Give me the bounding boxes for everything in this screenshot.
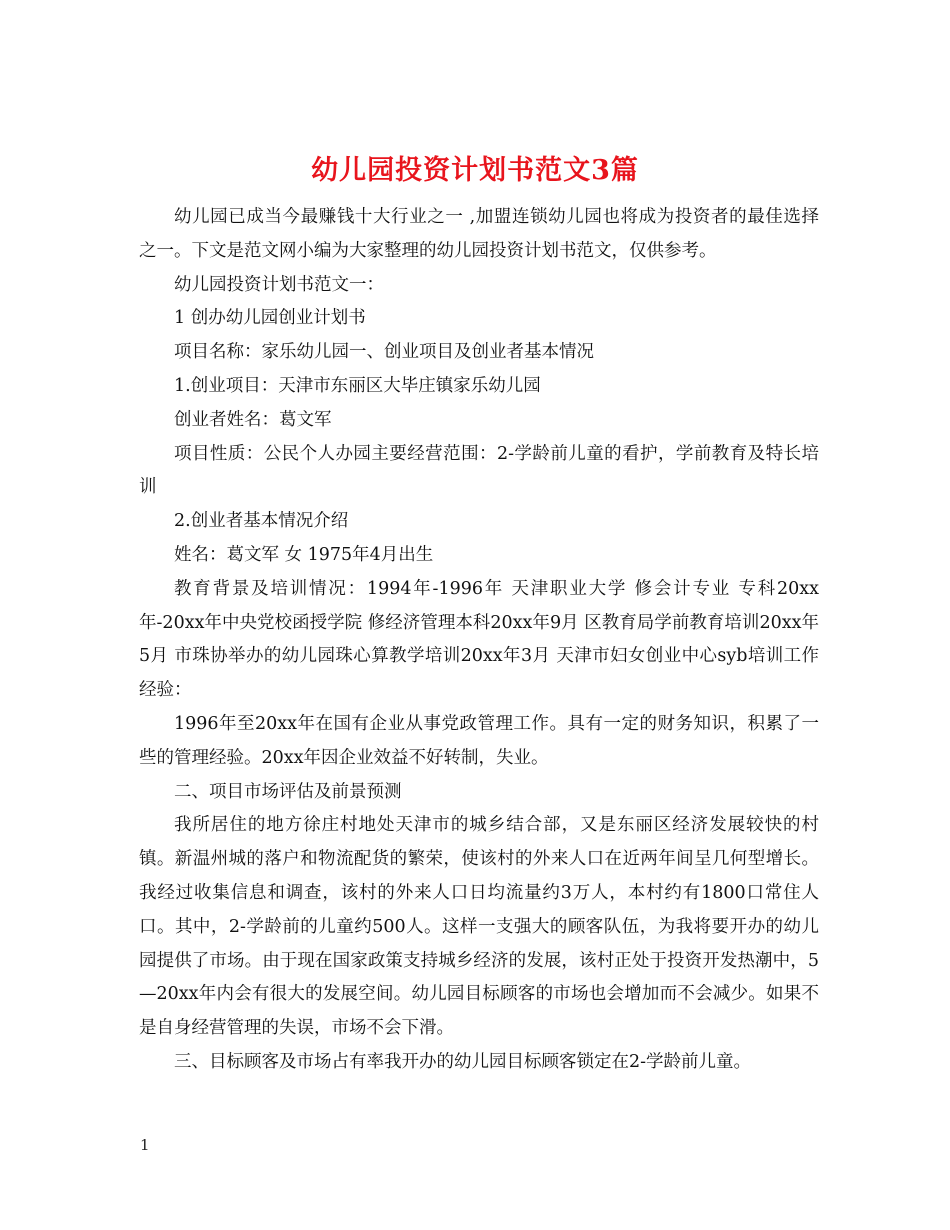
paragraph: 1996年至20xx年在国有企业从事党政管理工作。具有一定的财务知识，积累了一些的管理经验。20xx年因企业效益不好转制，失业。 [139, 713, 819, 768]
paragraph: 2.创业者基本情况介绍 [174, 511, 349, 532]
paragraph: 教育背景及培训情况：1994年-1996年 天津职业大学 修会计专业 专科20xx年-20xx年中央党校函授学院 修经济管理本科20xx年9月 区教育局学前教育培训20xx年5月 市珠协举办的幼儿园珠心算教学培训20xx年3月 天津市妇女创业中心syb培训工作经验： [139, 578, 819, 701]
paragraph: 幼儿园投资计划书范文一： [174, 274, 384, 295]
document-title: 幼儿园投资计划书范文3篇 [311, 155, 639, 187]
paragraph: 三、目标顾客及市场占有率我开办的幼儿园目标顾客锁定在2-学龄前儿童。 [174, 1051, 752, 1072]
paragraph: 项目名称：家乐幼儿园一、创业项目及创业者基本情况 [174, 342, 594, 363]
paragraph: 1.创业项目：天津市东丽区大毕庄镇家乐幼儿园 [174, 375, 541, 396]
paragraph: 二、项目市场评估及前景预测 [174, 781, 402, 802]
paragraph: 姓名：葛文军 女 1975年4月出生 [174, 544, 434, 565]
paragraph: 1 创办幼儿园创业计划书 [174, 308, 366, 329]
paragraph: 项目性质：公民个人办园主要经营范围：2-学龄前儿童的看护，学前教育及特长培训 [139, 443, 819, 498]
paragraph: 我所居住的地方徐庄村地处天津市的城乡结合部，又是东丽区经济发展较快的村镇。新温州城的落户和物流配货的繁荣，使该村的外来人口在近两年间呈几何型增长。我经过收集信息和调查，该村的外来人口日均流量约3万人，本村约有1800口常住人口。其中，2-学龄前的儿童约500人。这样一支强大的顾客队伍，为我将要开办的幼儿园提供了市场。由于现在国家政策支持城乡经济的发展，该村正处于投资开发热潮中，5—20xx年内会有很大的发展空间。幼儿园目标顾客的市场也会增加而不会减少。如果不是自身经营管理的失误，市场不会下滑。 [139, 815, 819, 1039]
document-body [139, 201, 819, 1080]
paragraph: 幼儿园已成当今最赚钱十大行业之一 ,加盟连锁幼儿园也将成为投资者的最佳选择 之一。下文是范文网小编为大家整理的幼儿园投资计划书范文，仅供参考。 [139, 207, 819, 261]
page-number: 1 [140, 1136, 150, 1154]
paragraph: 创业者姓名：葛文军 [174, 409, 332, 430]
